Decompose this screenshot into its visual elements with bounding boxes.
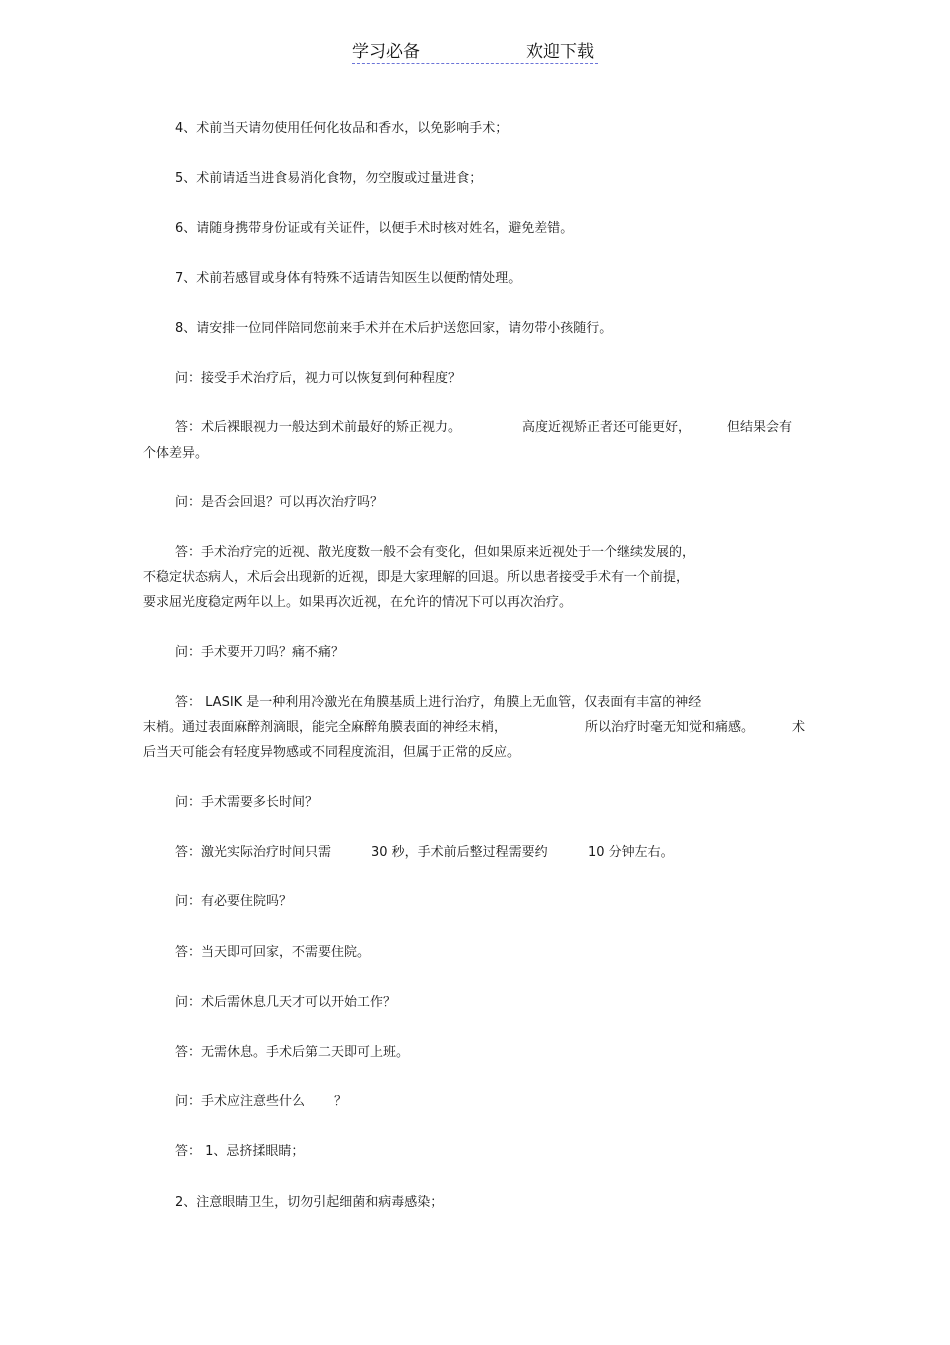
paragraph-line: 要求屈光度稳定两年以上。如果再次近视，在允许的情况下可以再次治疗。 bbox=[143, 595, 573, 610]
text-segment: 答：术后裸眼视力一般达到术前最好的矫正视力。 bbox=[175, 420, 462, 435]
question-line: 问：手术要开刀吗？痛不痛？ bbox=[175, 645, 345, 660]
paragraph-line: 4、术前当天请勿使用任何化妆品和香水，以免影响手术； bbox=[175, 121, 509, 136]
answer-line: 答：手术治疗完的近视、散光度数一般不会有变化，但如果原来近视处于一个继续发展的， bbox=[175, 545, 696, 560]
paragraph-line: 2、注意眼睛卫生，切勿引起细菌和病毒感染； bbox=[175, 1195, 444, 1210]
text-segment: 但结果会有 bbox=[727, 420, 793, 435]
question-line: 问：术后需休息几天才可以开始工作？ bbox=[175, 995, 397, 1010]
text-segment: 问：手术应注意些什么 bbox=[175, 1094, 306, 1109]
text-segment: 高度近视矫正者还可能更好， bbox=[522, 420, 692, 435]
paragraph-line: 8、请安排一位同伴陪同您前来手术并在术后护送您回家，请勿带小孩随行。 bbox=[175, 321, 613, 336]
header-right-text: 欢迎下载 bbox=[526, 42, 594, 62]
text-segment: ？ bbox=[334, 1094, 348, 1109]
paragraph-line: 后当天可能会有轻度异物感或不同程度流泪，但属于正常的反应。 bbox=[143, 745, 521, 760]
question-line: 问：有必要住院吗？ bbox=[175, 894, 293, 909]
answer-line: 答： 1、忌挤揉眼睛； bbox=[175, 1144, 305, 1159]
text-segment: 所以治疗时毫无知觉和痛感。 bbox=[585, 720, 755, 735]
text-segment: 30 秒，手术前后整过程需要约 bbox=[371, 845, 548, 860]
text-segment: 答：激光实际治疗时间只需 bbox=[175, 845, 332, 860]
question-line: 问：手术需要多长时间？ bbox=[175, 795, 319, 810]
paragraph-line: 6、请随身携带身份证或有关证件，以便手术时核对姓名，避免差错。 bbox=[175, 221, 574, 236]
answer-line: 答： LASIK 是一种利用冷激光在角膜基质上进行治疗，角膜上无血管，仅表面有丰富的神经 bbox=[175, 695, 702, 710]
paragraph-line: 个体差异。 bbox=[143, 446, 209, 461]
question-line: 问：接受手术治疗后，视力可以恢复到何种程度？ bbox=[175, 371, 462, 386]
paragraph-line: 不稳定状态病人，术后会出现新的近视，即是大家理解的回退。所以患者接受手术有一个前提， bbox=[143, 570, 690, 585]
paragraph-line: 5、术前请适当进食易消化食物，勿空腹或过量进食； bbox=[175, 171, 483, 186]
question-line: 问：是否会回退？可以再次治疗吗？ bbox=[175, 495, 384, 510]
text-segment: 术 bbox=[792, 720, 806, 735]
answer-line: 答：当天即可回家，不需要住院。 bbox=[175, 945, 371, 960]
header-left-text: 学习必备 bbox=[352, 42, 420, 62]
answer-line: 答：无需休息。手术后第二天即可上班。 bbox=[175, 1045, 410, 1060]
text-segment: 10 分钟左右。 bbox=[588, 845, 674, 860]
paragraph-line: 7、术前若感冒或身体有特殊不适请告知医生以便酌情处理。 bbox=[175, 271, 522, 286]
text-segment: 末梢。通过表面麻醉剂滴眼，能完全麻醉角膜表面的神经末梢， bbox=[143, 720, 508, 735]
